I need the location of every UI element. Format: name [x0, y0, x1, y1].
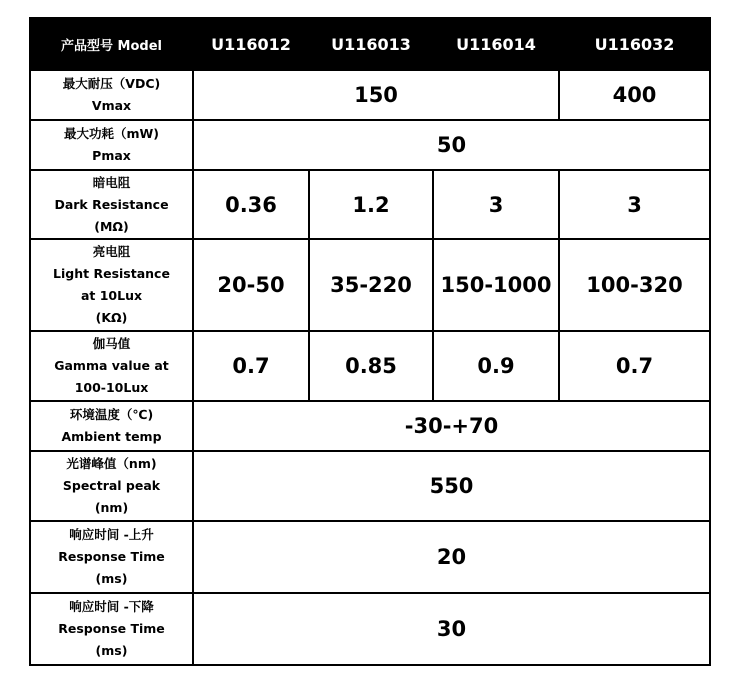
- label-line: Light Resistance: [53, 266, 170, 281]
- row-label: [30, 331, 193, 401]
- model-header: U116032: [559, 18, 710, 70]
- row-label: [30, 120, 193, 170]
- value-cell: 20: [193, 521, 710, 593]
- model-header: U116014: [433, 18, 559, 70]
- value-cell: 150-1000: [433, 239, 559, 331]
- label-line: 响应时间 -下降: [69, 599, 154, 614]
- label-line: Response Time: [58, 549, 165, 564]
- row-label: [30, 170, 193, 239]
- value-cell: 550: [193, 451, 710, 521]
- label-line: 亮电阻: [92, 244, 131, 259]
- label-line: Dark Resistance: [54, 196, 169, 212]
- row-spectral-peak: [30, 451, 710, 521]
- header-label: 产品型号 Model: [30, 18, 193, 70]
- value-cell: 35-220: [309, 239, 433, 331]
- label-line: Vmax: [91, 98, 132, 113]
- row-label: [30, 70, 193, 120]
- label-line: 100-10Lux: [74, 380, 149, 395]
- value-cell: 0.36: [193, 170, 309, 239]
- label-line: (KΩ): [95, 310, 128, 325]
- label-line: (ms): [95, 571, 128, 586]
- row-response-rise: [30, 521, 710, 593]
- value-cell: 30: [193, 593, 710, 665]
- label-line: 伽马值: [92, 336, 131, 351]
- label-line: at 10Lux: [80, 288, 143, 303]
- label-line: Spectral peak: [62, 478, 161, 493]
- label-line: 响应时间 -上升: [69, 527, 154, 542]
- value-cell: 0.85: [309, 331, 433, 401]
- value-cell: 400: [559, 70, 710, 120]
- label-line: Ambient temp: [61, 429, 162, 444]
- label-line: 暗电阻: [92, 174, 131, 190]
- value-cell: 0.7: [559, 331, 710, 401]
- value-cell: 0.9: [433, 331, 559, 401]
- value-cell: -30-+70: [193, 401, 710, 451]
- row-pmax: [30, 120, 710, 170]
- value-cell: 1.2: [309, 170, 433, 239]
- label-line: 环境温度（℃): [69, 407, 154, 422]
- value-cell: 100-320: [559, 239, 710, 331]
- label-line: Gamma value at: [54, 358, 169, 373]
- label-line: Pmax: [92, 148, 131, 163]
- value-cell: 150: [193, 70, 559, 120]
- row-dark-resistance: [30, 170, 710, 239]
- label-line: (nm): [94, 500, 129, 515]
- label-line: 光谱峰值（nm): [66, 456, 157, 471]
- value-cell: 50: [193, 120, 710, 170]
- row-label: [30, 521, 193, 593]
- row-vmax: [30, 70, 710, 120]
- label-line: Response Time: [58, 621, 165, 636]
- row-label: [30, 239, 193, 331]
- label-line: 最大功耗（mW): [63, 126, 160, 141]
- row-label: [30, 401, 193, 451]
- value-cell: 3: [559, 170, 710, 239]
- label-line: 最大耐压（VDC): [62, 76, 161, 91]
- row-gamma: [30, 331, 710, 401]
- spec-table: [29, 17, 711, 666]
- row-label: [30, 593, 193, 665]
- value-cell: 3: [433, 170, 559, 239]
- label-line: (MΩ): [94, 218, 129, 234]
- value-cell: 0.7: [193, 331, 309, 401]
- model-header: U116013: [309, 18, 433, 70]
- row-response-fall: [30, 593, 710, 665]
- model-header: U116012: [193, 18, 309, 70]
- value-cell: 20-50: [193, 239, 309, 331]
- label-line: (ms): [95, 643, 128, 658]
- row-light-resistance: [30, 239, 710, 331]
- header-row: [30, 18, 710, 70]
- row-label: [30, 451, 193, 521]
- row-ambient-temp: [30, 401, 710, 451]
